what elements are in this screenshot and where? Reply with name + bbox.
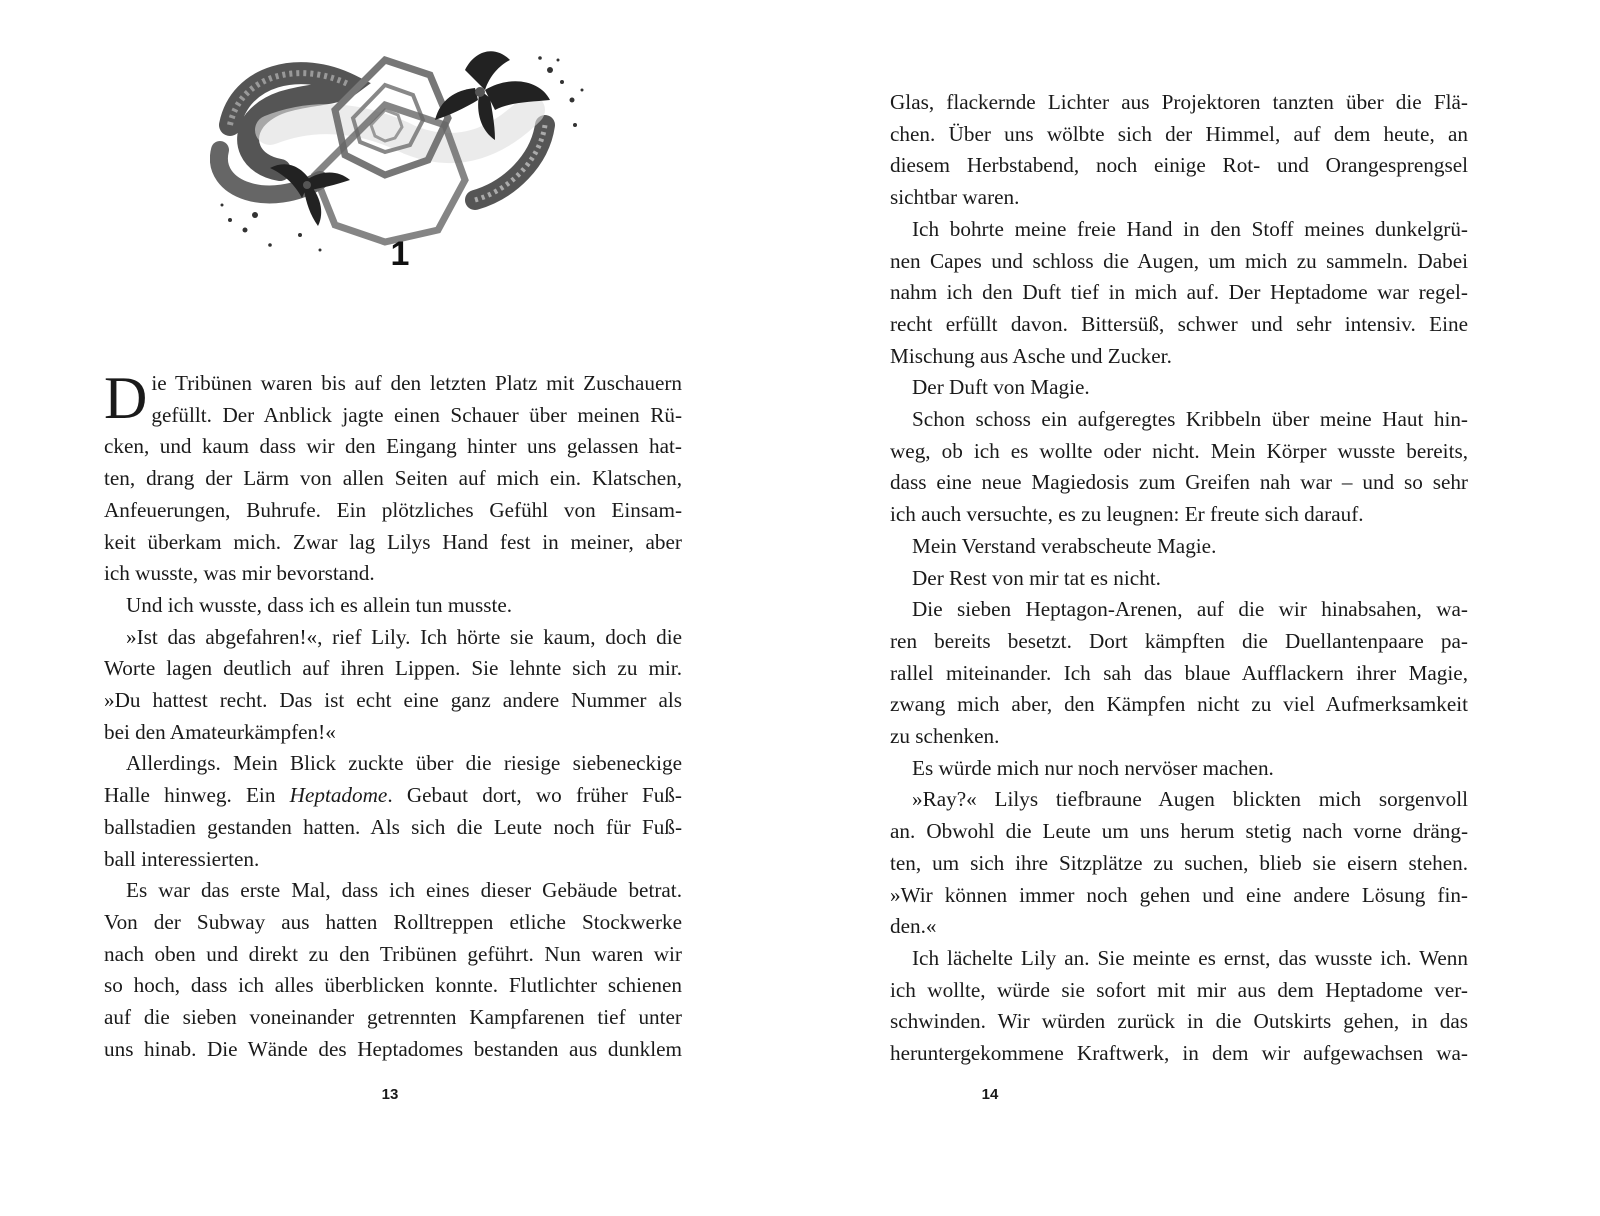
paragraph	[890, 531, 1468, 563]
text-line: uns hinab. Die Wände des Heptadomes bestanden aus dunklem	[104, 1036, 682, 1061]
paragraph	[104, 365, 682, 590]
text-line: ten, drang der Lärm von allen Seiten auf mich ein. Klatschen,	[104, 466, 682, 491]
text-line: ballstadien gestanden hatten. Als sich die Leute noch für Fuß-	[104, 814, 682, 839]
text-line: weg, ob ich es wollte oder nicht. Mein Körper wusste bereits,	[890, 438, 1468, 463]
text-line: Die sieben Heptagon-Arenen, auf die wir hinabsahen, wa-	[912, 597, 1468, 622]
text-line: chen. Über uns wölbte sich der Himmel, auf dem heute, an	[890, 121, 1468, 146]
text-line: Und ich wusste, dass ich es allein tun musste.	[126, 592, 513, 617]
text-line: gefüllt. Der Anblick jagte einen Schauer über meinen Rü-	[151, 402, 682, 427]
paragraph	[104, 748, 682, 875]
dragon-lily-heptagon-ornament-icon	[210, 30, 590, 260]
paragraph	[890, 372, 1468, 404]
text-line: ich auch versuchte, es zu leugnen: Er freute sich darauf.	[890, 502, 1364, 527]
text-line: ren bereits besetzt. Dort kämpften die Duellantenpaare pa-	[890, 628, 1468, 653]
text-line: Mischung aus Asche und Zucker.	[890, 343, 1172, 368]
paragraph	[890, 943, 1468, 1070]
text-line: Worte lagen deutlich auf ihren Lippen. Sie lehnte sich zu mir.	[104, 656, 682, 681]
text-line: »Du hattest recht. Das ist echt eine ganz andere Nummer als	[104, 688, 682, 713]
paragraph	[890, 563, 1468, 595]
text-line: »Ray?« Lilys tiefbraune Augen blickten mich sorgenvoll	[912, 787, 1468, 812]
text-line: Glas, flackernde Lichter aus Projektoren tanzten über die Flä-	[890, 90, 1468, 114]
text-line: »Wir können immer noch gehen und eine andere Lösung fin-	[890, 882, 1468, 907]
text-line: sichtbar waren.	[890, 185, 1020, 210]
paragraph	[890, 753, 1468, 785]
text-line: keit überkam mich. Zwar lag Lilys Hand fest in meiner, aber	[104, 529, 682, 554]
paragraph	[104, 590, 682, 622]
text-line: Anfeuerungen, Buhrufe. Ein plötzliches Gefühl von Einsam-	[104, 497, 682, 522]
text-line: nahm ich den Duft tief in mich auf. Der Heptadome war regel-	[890, 280, 1468, 305]
right-page-text	[890, 87, 1468, 1070]
text-line: ball interessierten.	[104, 846, 260, 871]
drop-cap: D	[104, 365, 148, 431]
text-line: bei den Amateurkämpfen!«	[104, 719, 336, 744]
text-line: Schon schoss ein aufgeregtes Kribbeln über meine Haut hin-	[912, 407, 1468, 432]
right-page	[800, 0, 1600, 1216]
text-line: nach oben und direkt zu den Tribünen geführt. Nun waren wir	[104, 941, 682, 966]
left-page-text	[104, 365, 682, 1065]
text-line: den.«	[890, 914, 937, 939]
paragraph	[890, 87, 1468, 214]
text-line: dass eine neue Magiedosis zum Greifen nah war – und so sehr	[890, 470, 1468, 495]
text-line: auf die sieben voneinander getrennten Kampfarenen tief unter	[104, 1005, 682, 1030]
paragraph	[890, 214, 1468, 373]
text-line: rallel miteinander. Ich sah das blaue Aufflackern ihrer Magie,	[890, 660, 1468, 685]
page-number: 13	[381, 1086, 399, 1103]
text-line: zu schenken.	[890, 724, 1000, 749]
text-line: Von der Subway aus hatten Rolltreppen etliche Stockwerke	[104, 909, 682, 934]
text-line: cken, und kaum dass wir den Eingang hinter uns gelassen hat-	[104, 434, 682, 459]
text-line: ten, um sich ihre Sitzplätze zu suchen, blieb sie eisern stehen.	[890, 850, 1468, 875]
text-line: zwang mich aber, den Kämpfen nicht zu viel Aufmerksamkeit	[890, 692, 1468, 717]
text-line: Der Duft von Magie.	[912, 375, 1090, 400]
text-line: schwinden. Wir würden zurück in die Outskirts gehen, in das	[890, 1009, 1468, 1034]
text-line: Mein Verstand verabscheute Magie.	[912, 533, 1217, 558]
text-line: Es würde mich nur noch nervöser machen.	[912, 755, 1274, 780]
text-line: Allerdings. Mein Blick zuckte über die riesige siebeneckige	[126, 751, 682, 776]
text-line: heruntergekommene Kraftwerk, in dem wir aufgewachsen wa-	[890, 1041, 1468, 1066]
text-line: Der Rest von mir tat es nicht.	[912, 565, 1161, 590]
text-line: ich wollte, würde sie sofort mit mir aus dem Heptadome ver-	[890, 977, 1468, 1002]
text-line: diesem Herbstabend, noch einige Rot- und Orangesprengsel	[890, 153, 1468, 178]
chapter-number: 1	[390, 235, 410, 273]
text-line: »Ist das abgefahren!«, rief Lily. Ich hörte sie kaum, doch die	[126, 624, 682, 649]
text-line: Ich bohrte meine freie Hand in den Stoff meines dunkelgrü-	[912, 216, 1468, 241]
paragraph	[104, 622, 682, 749]
text-line: so hoch, dass ich alles überblicken konnte. Flutlichter schienen	[104, 973, 682, 998]
paragraph	[104, 875, 682, 1065]
text-line: Halle hinweg. Ein Heptadome. Gebaut dort, wo früher Fuß-	[104, 783, 682, 808]
text-line: Es war das erste Mal, dass ich eines dieser Gebäude betrat.	[126, 878, 682, 903]
page-number: 14	[981, 1086, 999, 1103]
paragraph	[890, 404, 1468, 531]
text-line: nen Capes und schloss die Augen, um mich zu sammeln. Dabei	[890, 248, 1468, 273]
text-line: recht erfüllt davon. Bittersüß, schwer und sehr intensiv. Eine	[890, 311, 1468, 336]
text-line: ich wusste, was mir bevorstand.	[104, 561, 375, 586]
paragraph	[890, 784, 1468, 943]
text-line: Ich lächelte Lily an. Sie meinte es ernst, das wusste ich. Wenn	[912, 945, 1468, 970]
text-line: an. Obwohl die Leute um uns herum stetig nach vorne dräng-	[890, 819, 1468, 844]
paragraph	[890, 594, 1468, 753]
text-line: ie Tribünen waren bis auf den letzten Platz mit Zuschauern	[151, 371, 682, 395]
italic-word: Heptadome	[289, 783, 388, 808]
